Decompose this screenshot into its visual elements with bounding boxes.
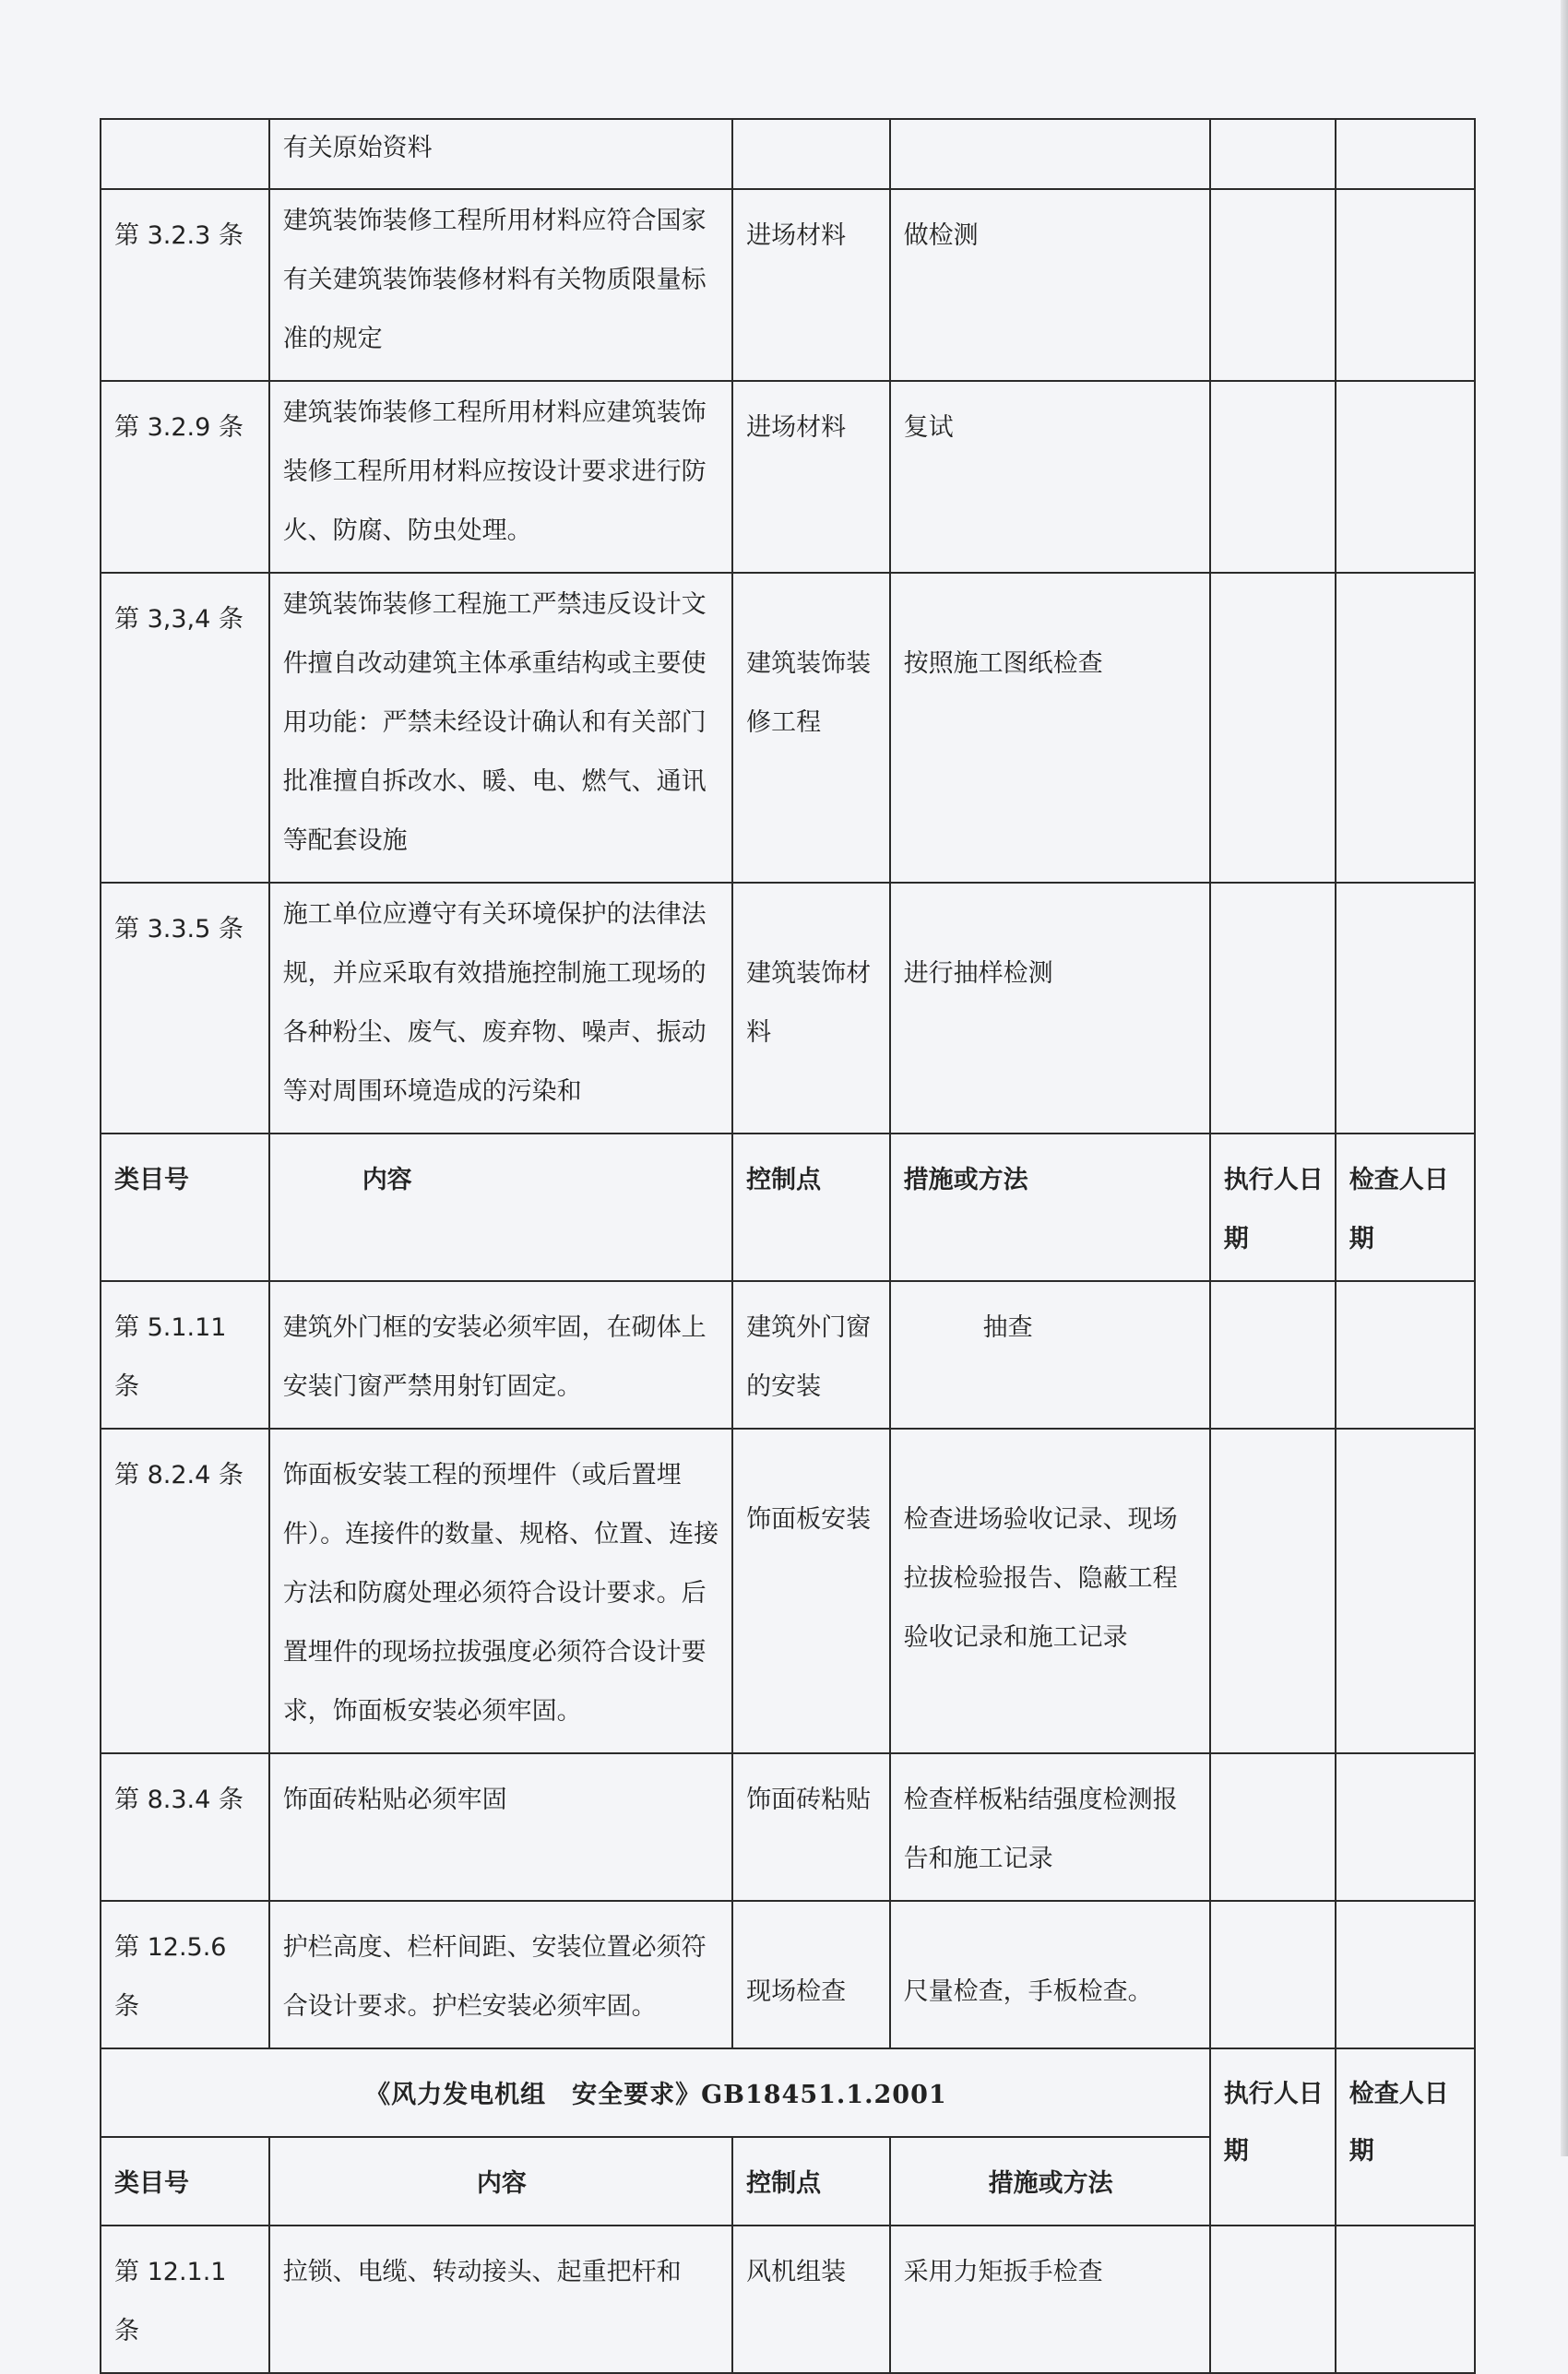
row-content: 饰面板安装工程的预埋件（或后置埋件）。连接件的数量、规格、位置、连接方法和防腐处理必须符合设计要求。后置埋件的现场拉拔强度必须符合设计要求，饰面板安装必须牢固。 xyxy=(269,1429,732,1753)
header-method-2: 措施或方法 xyxy=(890,2137,1210,2226)
table-row xyxy=(101,381,1475,573)
row-content: 有关原始资料 xyxy=(269,119,732,189)
table-row xyxy=(101,1753,1475,1901)
standard-title-row xyxy=(101,2048,1475,2137)
row-method: 复试 xyxy=(890,381,1210,573)
row-id: 第 3.3.5 条 xyxy=(101,883,269,1134)
row-checker xyxy=(1336,2226,1475,2373)
row-id: 第 5.1.11 条 xyxy=(101,1281,269,1429)
row-id: 第 3.2.3 条 xyxy=(101,189,269,381)
row-id xyxy=(101,119,269,189)
row-executor xyxy=(1210,1281,1336,1429)
header-id: 类目号 xyxy=(101,1134,269,1281)
table-row xyxy=(101,1429,1475,1753)
row-checker xyxy=(1336,1281,1475,1429)
standard-title: 《风力发电机组 安全要求》GB18451.1.2001 xyxy=(101,2048,1210,2137)
row-control: 建筑装饰材料 xyxy=(732,883,890,1134)
header-id-2: 类目号 xyxy=(101,2137,269,2226)
row-executor xyxy=(1210,189,1336,381)
row-checker xyxy=(1336,189,1475,381)
row-executor xyxy=(1210,1901,1336,2048)
header-control-2: 控制点 xyxy=(732,2137,890,2226)
row-id: 第 3.2.9 条 xyxy=(101,381,269,573)
row-method: 进行抽样检测 xyxy=(890,883,1210,1134)
row-checker xyxy=(1336,1429,1475,1753)
row-checker xyxy=(1336,1753,1475,1901)
table-row xyxy=(101,189,1475,381)
page-edge xyxy=(1561,0,1568,2156)
row-control: 风机组装 xyxy=(732,2226,890,2373)
row-control: 建筑外门窗的安装 xyxy=(732,1281,890,1429)
row-checker xyxy=(1336,573,1475,883)
row-executor xyxy=(1210,119,1336,189)
row-method: 采用力矩扳手检查 xyxy=(890,2226,1210,2373)
row-control xyxy=(732,119,890,189)
row-control: 现场检查 xyxy=(732,1901,890,2048)
row-method: 尺量检查，手板检查。 xyxy=(890,1901,1210,2048)
table-row xyxy=(101,119,1475,189)
row-id: 第 3,3,4 条 xyxy=(101,573,269,883)
row-content: 建筑装饰装修工程所用材料应建筑装饰装修工程所用材料应按设计要求进行防火、防腐、防虫处理。 xyxy=(269,381,732,573)
row-checker xyxy=(1336,119,1475,189)
row-control: 进场材料 xyxy=(732,189,890,381)
row-control: 建筑装饰装修工程 xyxy=(732,573,890,883)
row-method: 检查进场验收记录、现场拉拔检验报告、隐蔽工程验收记录和施工记录 xyxy=(890,1429,1210,1753)
row-executor xyxy=(1210,883,1336,1134)
table-row xyxy=(101,573,1475,883)
table-row xyxy=(101,1281,1475,1429)
row-executor xyxy=(1210,1429,1336,1753)
row-content: 施工单位应遵守有关环境保护的法律法规，并应采取有效措施控制施工现场的各种粉尘、废气、废弃物、噪声、振动等对周围环境造成的污染和 xyxy=(269,883,732,1134)
row-method xyxy=(890,119,1210,189)
row-id: 第 12.1.1 条 xyxy=(101,2226,269,2373)
row-content: 建筑外门框的安装必须牢固，在砌体上安装门窗严禁用射钉固定。 xyxy=(269,1281,732,1429)
header-executor: 执行人日期 xyxy=(1210,1134,1336,1281)
row-executor xyxy=(1210,1753,1336,1901)
header-checker: 检查人日期 xyxy=(1336,1134,1475,1281)
row-control: 饰面板安装 xyxy=(732,1429,890,1753)
header-content: 内容 xyxy=(269,1134,732,1281)
row-content: 饰面砖粘贴必须牢固 xyxy=(269,1753,732,1901)
table-row xyxy=(101,1901,1475,2048)
row-executor xyxy=(1210,381,1336,573)
row-content: 护栏高度、栏杆间距、安装位置必须符合设计要求。护栏安装必须牢固。 xyxy=(269,1901,732,2048)
row-method: 按照施工图纸检查 xyxy=(890,573,1210,883)
header-checker-2: 检查人日期 xyxy=(1336,2048,1475,2226)
row-content: 拉锁、电缆、转动接头、起重把杆和 xyxy=(269,2226,732,2373)
row-executor xyxy=(1210,2226,1336,2373)
row-content: 建筑装饰装修工程所用材料应符合国家有关建筑装饰装修材料有关物质限量标准的规定 xyxy=(269,189,732,381)
row-id: 第 8.2.4 条 xyxy=(101,1429,269,1753)
row-method: 做检测 xyxy=(890,189,1210,381)
row-content: 建筑装饰装修工程施工严禁违反设计文件擅自改动建筑主体承重结构或主要使用功能：严禁未经设计确认和有关部门批准擅自拆改水、暖、电、燃气、通讯等配套设施 xyxy=(269,573,732,883)
header-method: 措施或方法 xyxy=(890,1134,1210,1281)
row-checker xyxy=(1336,381,1475,573)
header-content-2: 内容 xyxy=(269,2137,732,2226)
inspection-table xyxy=(100,118,1476,2374)
row-control: 进场材料 xyxy=(732,381,890,573)
row-checker xyxy=(1336,883,1475,1134)
row-method: 抽查 xyxy=(890,1281,1210,1429)
table-row xyxy=(101,2226,1475,2373)
header-executor-2: 执行人日期 xyxy=(1210,2048,1336,2226)
row-control: 饰面砖粘贴 xyxy=(732,1753,890,1901)
row-id: 第 12.5.6 条 xyxy=(101,1901,269,2048)
row-id: 第 8.3.4 条 xyxy=(101,1753,269,1901)
row-method: 检查样板粘结强度检测报告和施工记录 xyxy=(890,1753,1210,1901)
table-row xyxy=(101,883,1475,1134)
header-control: 控制点 xyxy=(732,1134,890,1281)
row-checker xyxy=(1336,1901,1475,2048)
row-executor xyxy=(1210,573,1336,883)
table-header-row xyxy=(101,1134,1475,1281)
